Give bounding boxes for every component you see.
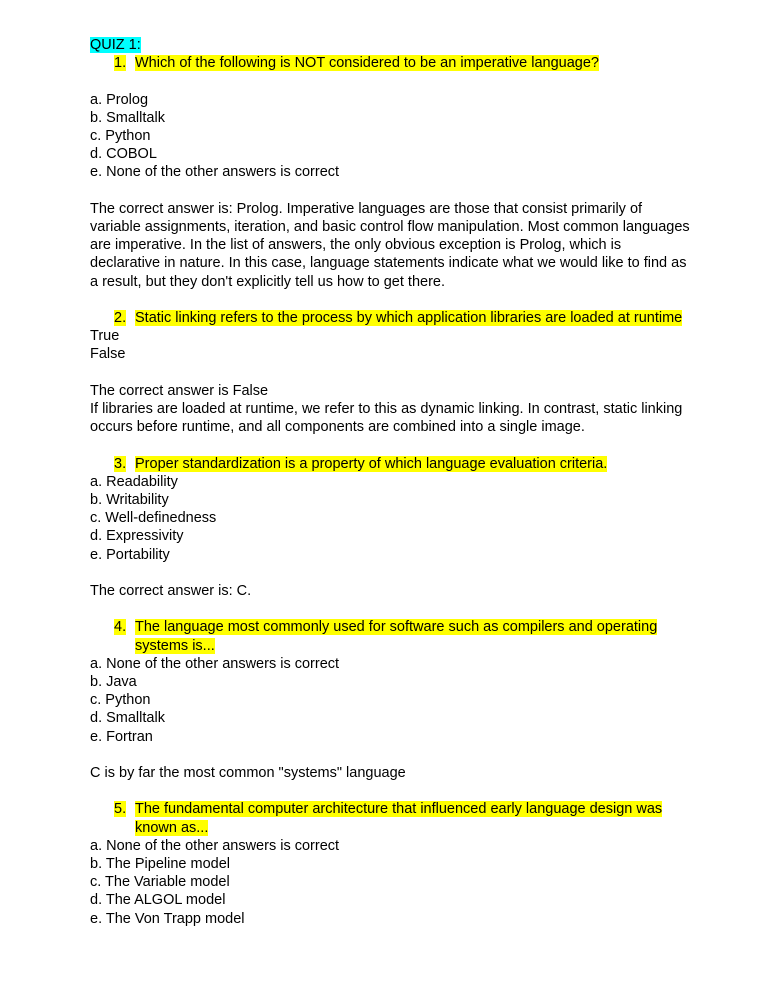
- answer-option: d. Expressivity: [90, 528, 184, 545]
- answer-option: c. The Variable model: [90, 874, 230, 891]
- question-text: Which of the following is NOT considered to be an imperative language?: [135, 55, 599, 72]
- answer-explanation: The correct answer is False: [90, 382, 269, 399]
- answer-option: c. Python: [90, 128, 151, 144]
- answer-option: a. None of the other answers is correct: [90, 655, 340, 672]
- answer-option: a. Prolog: [90, 91, 149, 108]
- answer-option: e. Portability: [90, 546, 170, 563]
- question-number: 4.: [114, 619, 127, 636]
- question-text: Static linking refers to the process by which application libraries are loaded at runtime: [135, 310, 683, 326]
- answer-option: False: [90, 346, 126, 363]
- question-number: 1.: [114, 55, 127, 72]
- answer-option: True: [90, 328, 120, 345]
- answer-explanation: The correct answer is: C.: [90, 583, 252, 599]
- answer-option: a. Readability: [90, 473, 178, 490]
- answer-option: e. Fortran: [90, 728, 153, 745]
- answer-option: b. The Pipeline model: [90, 856, 230, 872]
- document-page: [90, 36, 690, 928]
- question-number: 2.: [114, 310, 127, 326]
- answer-option: d. COBOL: [90, 146, 157, 163]
- answer-option: e. None of the other answers is correct: [90, 164, 340, 181]
- question-number: 3.: [114, 455, 127, 472]
- answer-option: b. Writability: [90, 492, 169, 508]
- question-heading: [90, 455, 690, 473]
- question-block: [90, 618, 690, 800]
- answer-option: c. Well-definedness: [90, 510, 217, 527]
- answer-option: b. Smalltalk: [90, 109, 165, 126]
- answer-option: c. Python: [90, 692, 151, 709]
- question-text: Proper standardization is a property of which language evaluation criteria.: [135, 455, 608, 472]
- question-block: [90, 455, 690, 619]
- question-heading: [90, 309, 690, 327]
- answer-option: d. Smalltalk: [90, 710, 165, 727]
- answer-option: d. The ALGOL model: [90, 892, 226, 909]
- question-block: [90, 800, 690, 927]
- question-text: The language most commonly used for software such as compilers and operating systems is...: [135, 619, 658, 654]
- question-heading: [90, 800, 690, 836]
- question-block: [90, 309, 690, 455]
- answer-explanation: C is by far the most common "systems" language: [90, 765, 406, 781]
- question-text: The fundamental computer architecture that influenced early language design was known as...: [135, 801, 663, 836]
- answer-option: a. None of the other answers is correct: [90, 837, 340, 854]
- question-number: 5.: [114, 801, 127, 818]
- answer-option: e. The Von Trapp model: [90, 910, 245, 927]
- answer-explanation: If libraries are loaded at runtime, we refer to this as dynamic linking. In contrast, static linking occurs before runtime, and all components are combined into a single image.: [90, 401, 683, 436]
- question-list: [90, 54, 690, 928]
- question-block: [90, 54, 690, 309]
- answer-explanation: The correct answer is: Prolog. Imperative languages are those that consist primarily of variable assignments, iteration, and basic control flow manipulation. Most common languages are imperative. In the list of answers, the only obvious exception is Prolog, which is declarative in nature. In this case, language statements indicate what we would like to find as a result, but they don't explicitly tell us how to get there.: [90, 200, 690, 290]
- answer-option: b. Java: [90, 674, 137, 690]
- quiz-title: QUIZ 1:: [90, 37, 141, 53]
- question-heading: [90, 618, 690, 654]
- question-heading: [90, 54, 690, 72]
